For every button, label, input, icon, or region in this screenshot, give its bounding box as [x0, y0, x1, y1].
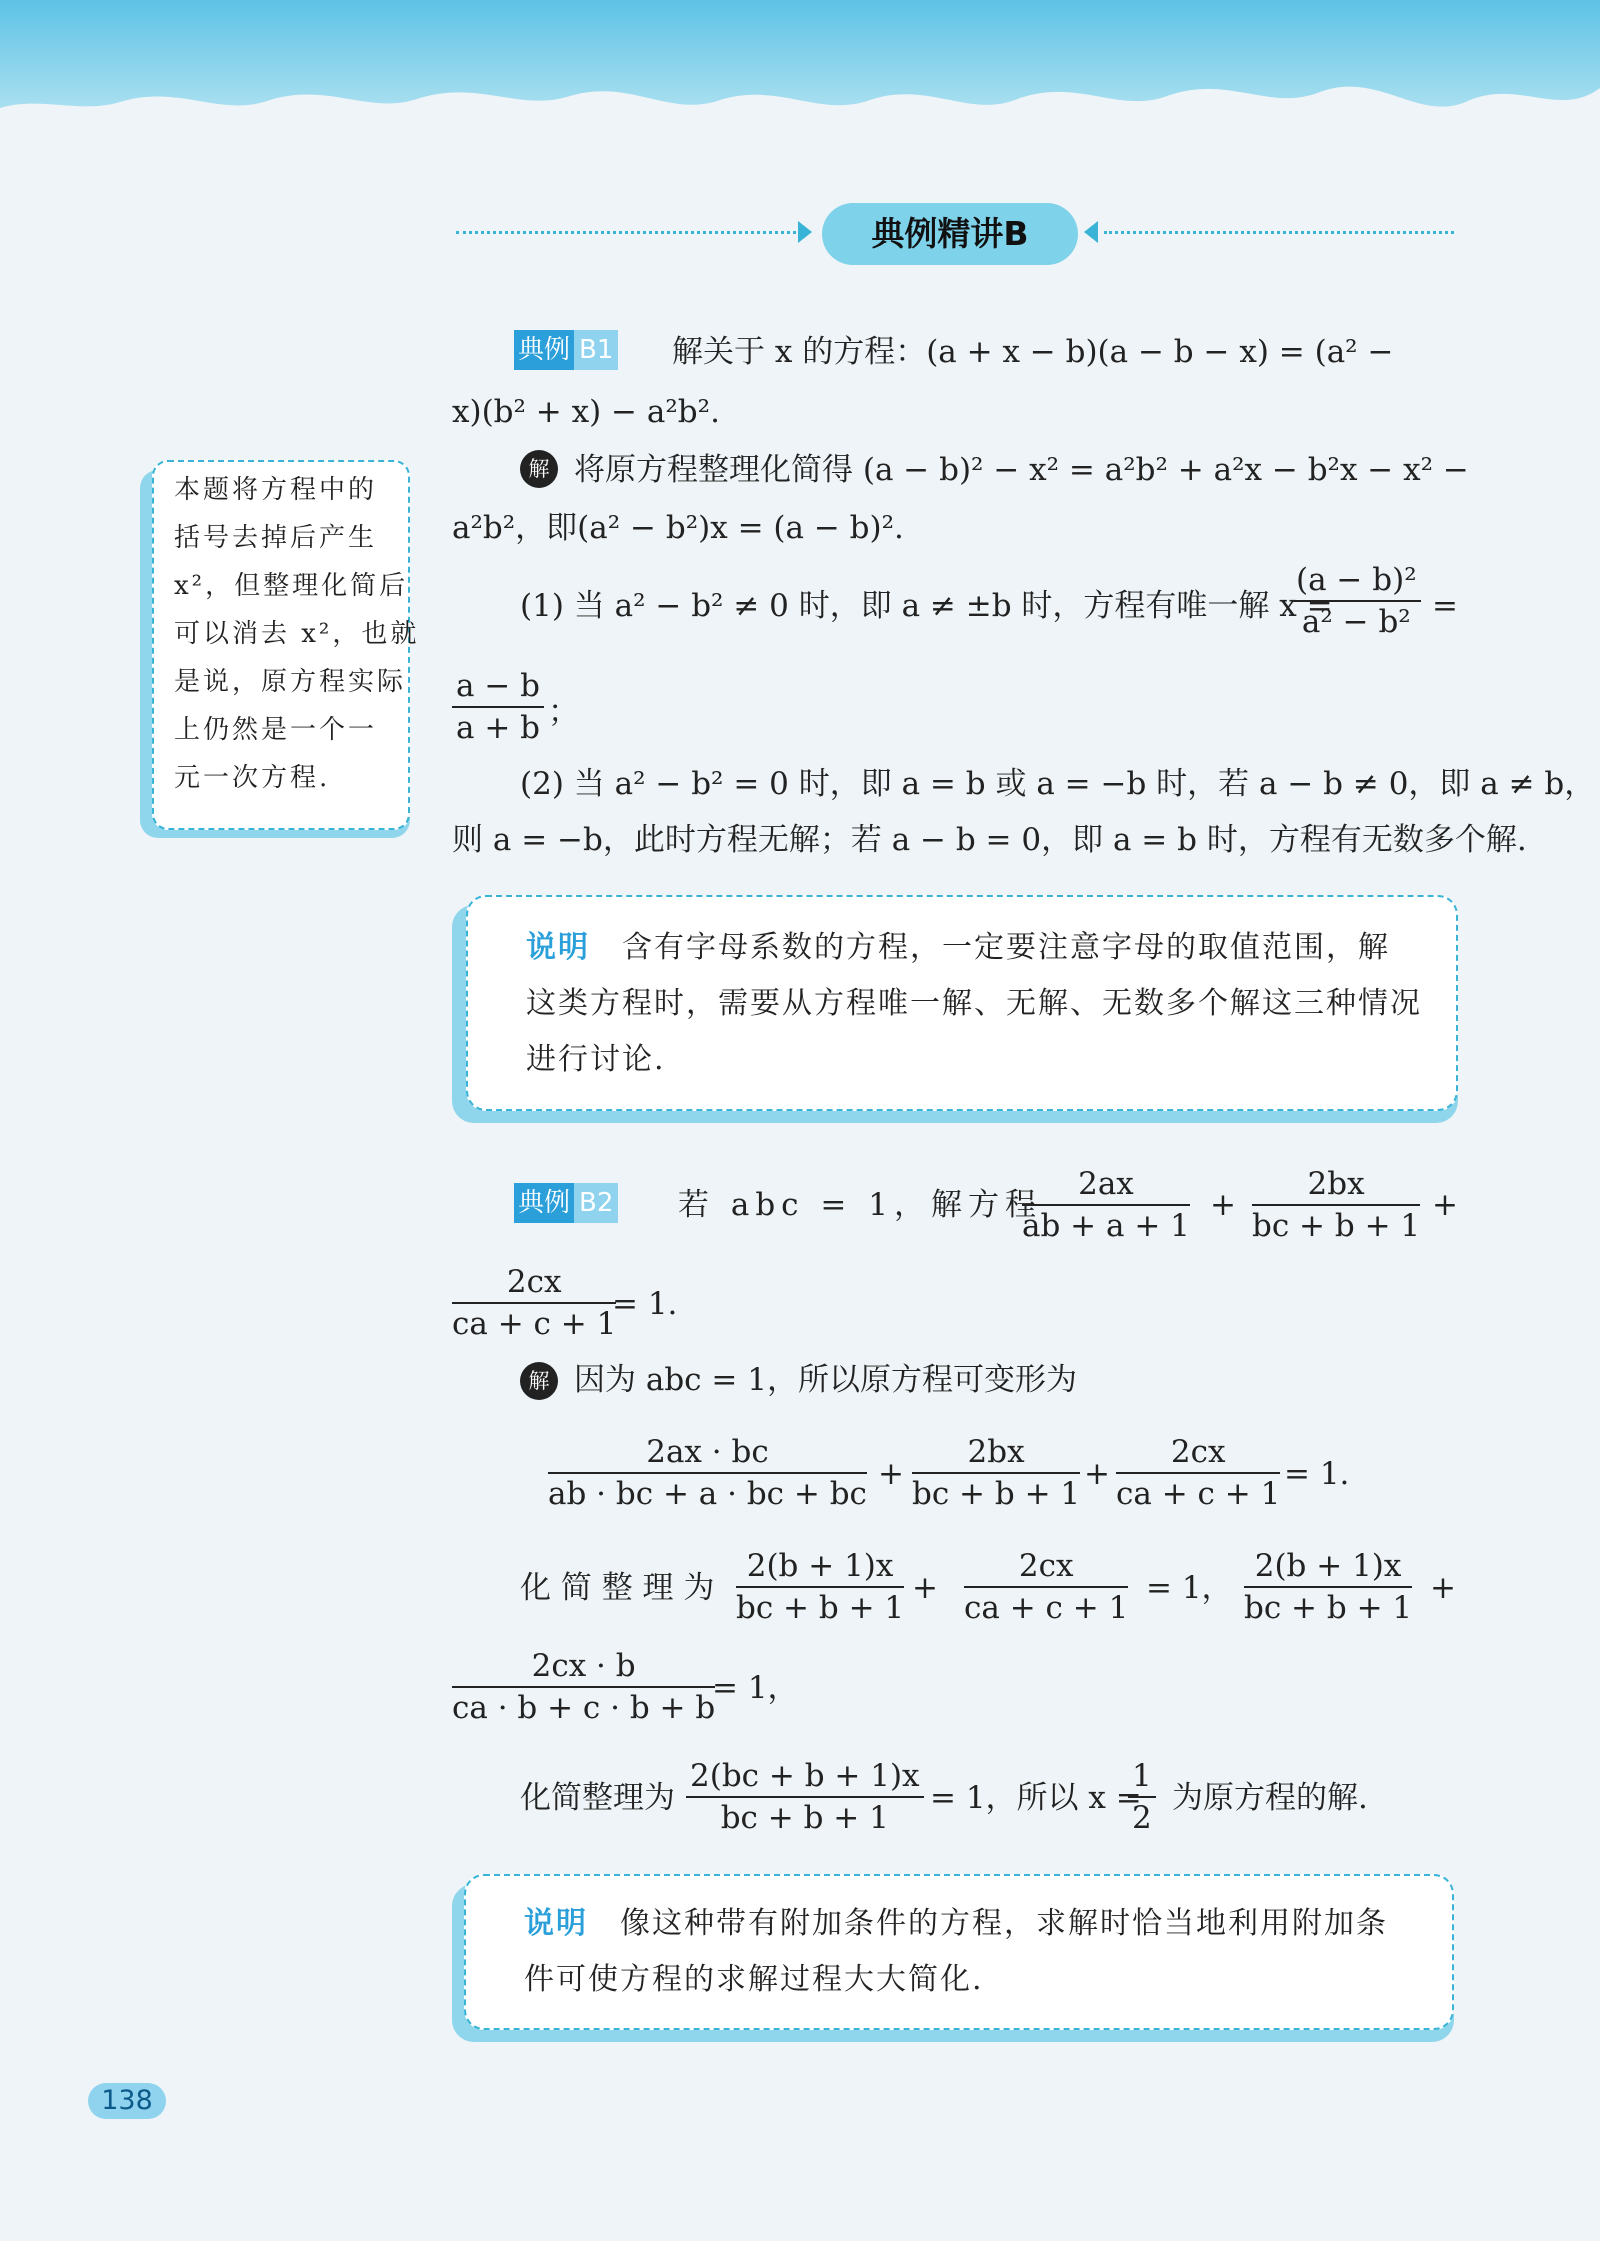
plus-sign: + [1430, 1570, 1456, 1606]
ex2-simplified-fraction-2: $\frac{2cx}{ca + c + 1}$ [964, 1548, 1129, 1626]
ex2-fraction-c: $\frac{2cx}{ca + c + 1}$ [452, 1264, 617, 1342]
header-arrow-right [1084, 221, 1098, 243]
ex1-solution-line2: a²b²，即(a² − b²)x = (a − b)². [452, 510, 904, 546]
sky-banner [0, 0, 1600, 140]
ex1-problem-line2: x)(b² + x) − a²b². [452, 394, 720, 430]
plus-sign: + [1432, 1187, 1458, 1223]
note1-line3: 进行讨论. [526, 1042, 666, 1077]
plus-sign: + [912, 1570, 938, 1606]
ex2-simplified-fraction-4: $\frac{2cx \cdot b}{ca \cdot b + c \cdot b + b}$ [452, 1648, 716, 1726]
side-note-line: 本题将方程中的 [174, 475, 378, 505]
ex1-case1-end: ； [548, 694, 579, 730]
solution-icon: 解 [520, 1362, 558, 1400]
solution-icon: 解 [520, 450, 558, 488]
ex2-half-fraction: $\frac{1}{2}$ [1128, 1756, 1156, 1838]
note1-line2: 这类方程时，需要从方程唯一解、无解、无数多个解这三种情况 [526, 986, 1422, 1021]
plus-sign: + [1084, 1456, 1110, 1492]
ex2-equals-one: = 1. [1284, 1456, 1350, 1492]
note2-line2: 件可使方程的求解过程大大简化. [524, 1962, 984, 1997]
plus-sign: + [1210, 1187, 1236, 1223]
header-dotted-line-left [456, 231, 796, 234]
note2-label: 说明 [524, 1906, 588, 1941]
ex2-equals-one-comma: = 1， [1146, 1570, 1233, 1606]
note2-box [464, 1874, 1454, 2030]
example-badge-b1: 典例 B1 [514, 330, 618, 370]
ex2-derived-fraction-1: $\frac{2ax \cdot bc}{ab \cdot bc + a \cdot bc + bc}$ [548, 1434, 867, 1512]
ex2-fraction-a: $\frac{2ax}{ab + a + 1}$ [1022, 1166, 1190, 1244]
ex2-equals-one-comma: = 1， [712, 1670, 799, 1706]
ex1-case1-text: (1) 当 a² − b² ≠ 0 时，即 a ≠ ±b 时，方程有唯一解 x = [520, 588, 1333, 624]
header-arrow-left [798, 221, 812, 243]
ex1-solution-line1: 将原方程整理化简得 (a − b)² − x² = a²b² + a²x − b²x − x² − [574, 452, 1469, 488]
side-note-line: 可以消去 x²，也就 [174, 619, 420, 649]
example-badge-b2: 典例 B2 [514, 1183, 618, 1223]
ex1-case1-fraction1: $\frac{\text{(a − b)²}}{\text{a² − b²}}$ [1292, 560, 1421, 642]
ex2-derived-fraction-2: $\frac{2bx}{bc + b + 1}$ [912, 1434, 1081, 1512]
note1-line1: 说明 含有字母系数的方程，一定要注意字母的取值范围，解 [526, 930, 1390, 965]
side-note-line: 上仍然是一个一 [174, 715, 378, 745]
note1-label: 说明 [526, 930, 590, 965]
side-note-line: 是说，原方程实际 [174, 667, 407, 697]
ex2-equals-one: = 1. [612, 1286, 678, 1322]
ex2-fraction-b: $\frac{2bx}{bc + b + 1}$ [1252, 1166, 1421, 1244]
side-note-line: 括号去掉后产生 [174, 523, 378, 553]
section-title: 典例精讲B [822, 203, 1078, 265]
ex1-case2-line2: 则 a = −b，此时方程无解；若 a − b = 0，即 a = b 时，方程有无数多个解. [452, 822, 1527, 858]
ex2-final-mid: = 1，所以 x = [930, 1780, 1142, 1816]
page-number: 138 [88, 2083, 166, 2119]
ex1-problem-line1: 解关于 x 的方程：(a + x − b)(a − b − x) = (a² − [672, 334, 1394, 370]
side-note-line: x²，但整理化简后 [174, 571, 409, 601]
ex1-case1-equals: = [1432, 588, 1458, 624]
ex2-final-label: 化简整理为 [520, 1780, 675, 1816]
ex1-case2-line1: (2) 当 a² − b² = 0 时，即 a = b 或 a = −b 时，若 a − b ≠ 0，即 a ≠ b， [520, 766, 1596, 802]
plus-sign: + [878, 1456, 904, 1492]
ex2-simplify-label: 化 简 整 理 为 [520, 1570, 715, 1606]
ex2-derived-fraction-3: $\frac{2cx}{ca + c + 1}$ [1116, 1434, 1281, 1512]
header-dotted-line-right [1104, 231, 1454, 234]
note2-line1: 说明 像这种带有附加条件的方程，求解时恰当地利用附加条 [524, 1906, 1388, 1941]
ex1-case1-fraction2: $\frac{a - b}{a + b}$ [452, 666, 544, 748]
ex2-solution-line: 因为 abc = 1，所以原方程可变形为 [574, 1362, 1077, 1398]
ex2-simplified-fraction-3: $\frac{2(b + 1)x}{bc + b + 1}$ [1244, 1548, 1413, 1626]
ex2-simplified-fraction-1: $\frac{2(b + 1)x}{bc + b + 1}$ [736, 1548, 905, 1626]
ex2-final-fraction: $\frac{2(bc + b + 1)x}{bc + b + 1}$ [686, 1756, 924, 1838]
side-note-line: 元一次方程. [174, 763, 331, 793]
ex2-problem-pre: 若 abc = 1，解方程 [678, 1187, 1042, 1223]
ex2-final-end: 为原方程的解. [1172, 1780, 1368, 1816]
